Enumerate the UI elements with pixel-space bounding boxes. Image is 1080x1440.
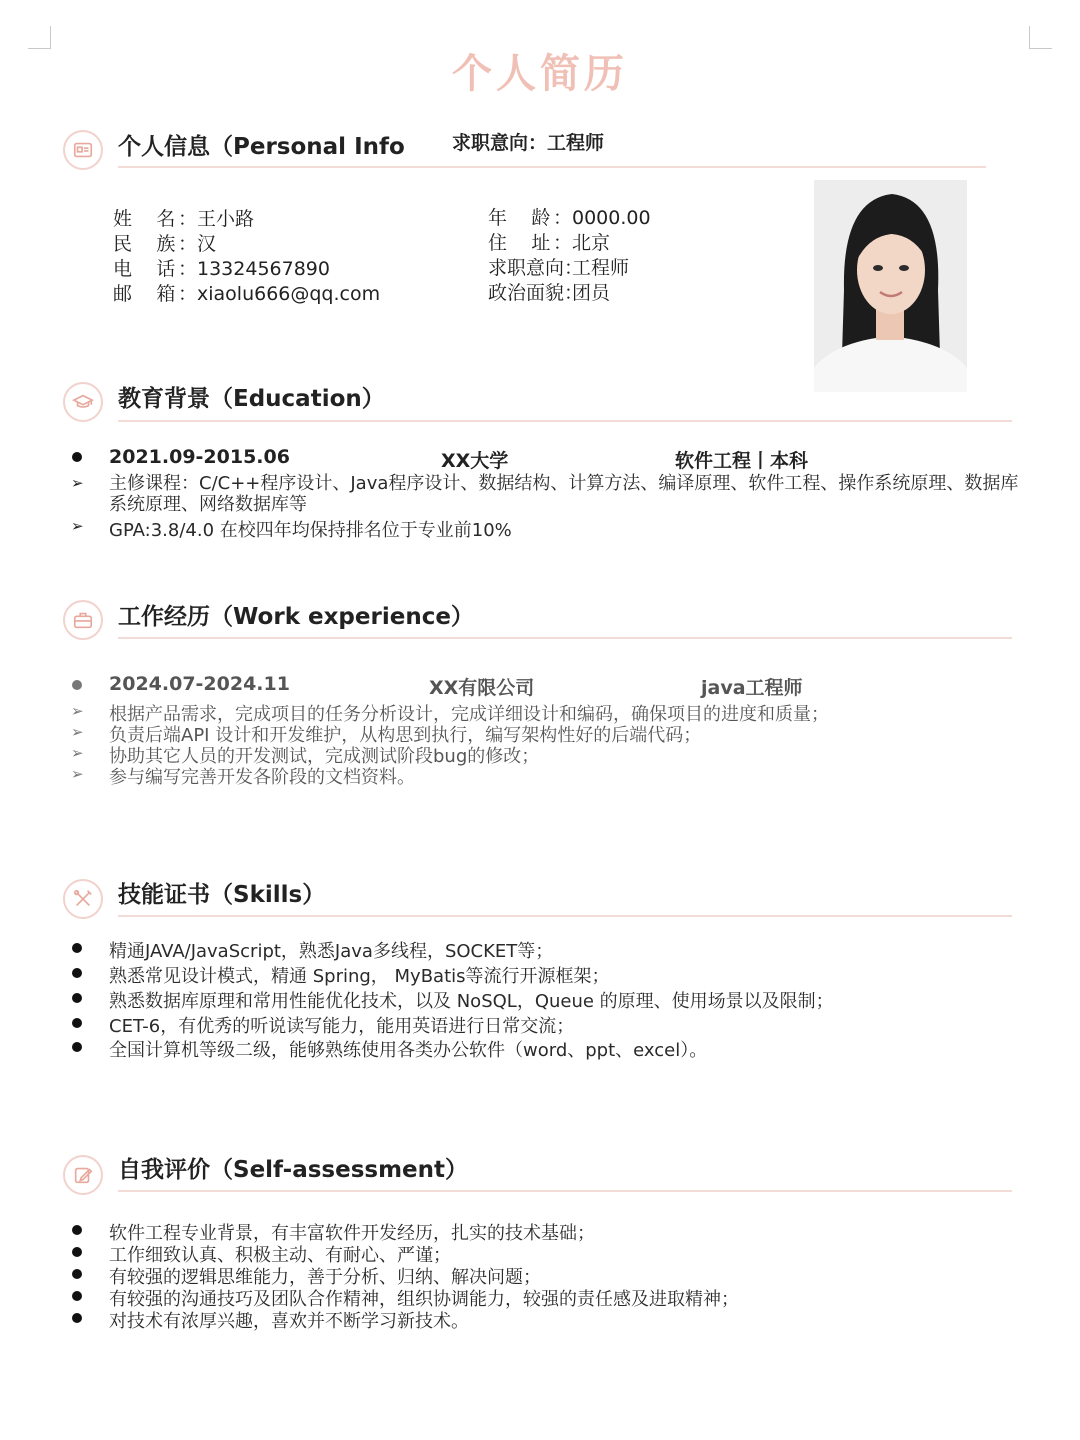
self-assessment-heading: 自我评价（Self-assessment） bbox=[118, 1157, 469, 1183]
info-value: 团员 bbox=[572, 282, 611, 304]
info-political bbox=[488, 278, 610, 305]
skill-item: 精通JAVA/JavaScript，熟悉Java多线程，SOCKET等； bbox=[109, 941, 554, 962]
arrow-bullet: ➢ bbox=[71, 702, 84, 720]
profile-photo bbox=[814, 180, 967, 392]
education-period: 2021.09-2015.06 bbox=[109, 446, 290, 468]
info-value: 汉 bbox=[197, 233, 217, 255]
arrow-bullet: ➢ bbox=[71, 744, 84, 762]
work-heading: 工作经历（Work experience） bbox=[118, 604, 474, 630]
info-label: 邮 箱： bbox=[113, 283, 197, 305]
arrow-bullet: ➢ bbox=[71, 765, 84, 783]
bullet-dot bbox=[72, 943, 82, 953]
info-value: 北京 bbox=[572, 232, 611, 254]
self-item: 软件工程专业背景，有丰富软件开发经历，扎实的技术基础； bbox=[109, 1223, 595, 1244]
info-label: 求职意向： bbox=[488, 257, 584, 279]
info-label: 民 族： bbox=[113, 233, 197, 255]
work-item: 负责后端API 设计和开发维护，从构思到执行，编写架构性好的后端代码； bbox=[109, 725, 702, 746]
briefcase-icon bbox=[63, 600, 103, 640]
self-item: 有较强的逻辑思维能力，善于分析、归纳、解决问题； bbox=[109, 1267, 541, 1288]
skills-heading: 技能证书（Skills） bbox=[118, 882, 326, 908]
section-divider bbox=[118, 637, 1012, 639]
section-divider bbox=[118, 1190, 1012, 1192]
self-item: 工作细致认真、积极主动、有耐心、严谨； bbox=[109, 1245, 451, 1266]
info-value: xiaolu666@qq.com bbox=[197, 283, 381, 305]
work-company: XX有限公司 bbox=[429, 677, 535, 699]
info-value: 13324567890 bbox=[197, 258, 330, 280]
work-item: 协助其它人员的开发测试，完成测试阶段bug的修改； bbox=[109, 746, 540, 767]
bullet-dot bbox=[72, 1042, 82, 1052]
info-email bbox=[113, 279, 380, 306]
info-value: 工程师 bbox=[572, 257, 630, 279]
bullet-dot bbox=[72, 452, 82, 462]
work-item: 参与编写完善开发各阶段的文档资料。 bbox=[109, 767, 415, 788]
bullet-dot bbox=[72, 1291, 82, 1301]
arrow-bullet: ➢ bbox=[71, 517, 84, 535]
education-heading: 教育背景（Education） bbox=[118, 386, 385, 412]
bullet-dot bbox=[72, 1018, 82, 1028]
section-divider bbox=[118, 166, 986, 168]
info-intent bbox=[488, 253, 629, 280]
work-period: 2024.07-2024.11 bbox=[109, 673, 290, 695]
skill-item: CET-6，有优秀的听说读写能力，能用英语进行日常交流； bbox=[109, 1016, 575, 1037]
tools-icon bbox=[63, 879, 103, 919]
bullet-dot bbox=[72, 1225, 82, 1235]
bullet-dot bbox=[72, 1269, 82, 1279]
bullet-dot bbox=[72, 993, 82, 1003]
graduation-cap-icon bbox=[63, 382, 103, 422]
job-target-header: 求职意向：工程师 bbox=[452, 132, 605, 154]
work-role: java工程师 bbox=[701, 677, 803, 699]
work-item: 根据产品需求，完成项目的任务分析设计，完成详细设计和编码，确保项目的进度和质量； bbox=[109, 704, 829, 725]
self-item: 有较强的沟通技巧及团队合作精神，组织协调能力，较强的责任感及进取精神； bbox=[109, 1289, 739, 1310]
skill-item: 熟悉常见设计模式，精通 Spring， MyBatis等流行开源框架； bbox=[109, 966, 610, 987]
education-major: 软件工程丨本科 bbox=[675, 450, 809, 472]
info-ethnic bbox=[113, 229, 216, 256]
bullet-dot bbox=[72, 680, 82, 690]
info-label: 年 龄： bbox=[488, 207, 572, 229]
personal-info-heading: 个人信息（Personal Info bbox=[118, 134, 405, 160]
section-divider bbox=[118, 420, 1012, 422]
education-school: XX大学 bbox=[441, 450, 509, 472]
info-value: 0000.00 bbox=[572, 207, 651, 229]
edit-icon bbox=[63, 1155, 103, 1195]
info-label: 姓 名： bbox=[113, 208, 197, 230]
skill-item: 全国计算机等级二级，能够熟练使用各类办公软件（word、ppt、excel）。 bbox=[109, 1040, 708, 1061]
id-card-icon bbox=[63, 130, 103, 170]
skill-item: 熟悉数据库原理和常用性能优化技术，以及 NoSQL，Queue 的原理、使用场景以及限制； bbox=[109, 991, 834, 1012]
info-value: 王小路 bbox=[197, 208, 255, 230]
self-item: 对技术有浓厚兴趣，喜欢并不断学习新技术。 bbox=[109, 1311, 469, 1332]
bullet-dot bbox=[72, 968, 82, 978]
info-label: 电 话： bbox=[113, 258, 197, 280]
info-name bbox=[113, 204, 254, 231]
info-phone bbox=[113, 254, 330, 281]
bullet-dot bbox=[72, 1313, 82, 1323]
section-divider bbox=[118, 915, 1012, 917]
bullet-dot bbox=[72, 1247, 82, 1257]
info-label: 住 址： bbox=[488, 232, 572, 254]
education-courses: 主修课程：C/C++程序设计、Java程序设计、数据结构、计算方法、编译原理、软件工程、操作系统原理、数据库系统原理、网络数据库等 bbox=[109, 473, 1019, 515]
resume-title: 个人简历 bbox=[452, 51, 628, 97]
info-age bbox=[488, 203, 651, 230]
info-label: 政治面貌： bbox=[488, 282, 584, 304]
education-gpa: GPA:3.8/4.0 在校四年均保持排名位于专业前10% bbox=[109, 520, 512, 541]
arrow-bullet: ➢ bbox=[71, 723, 84, 741]
arrow-bullet: ➢ bbox=[71, 474, 84, 492]
info-address bbox=[488, 228, 610, 255]
